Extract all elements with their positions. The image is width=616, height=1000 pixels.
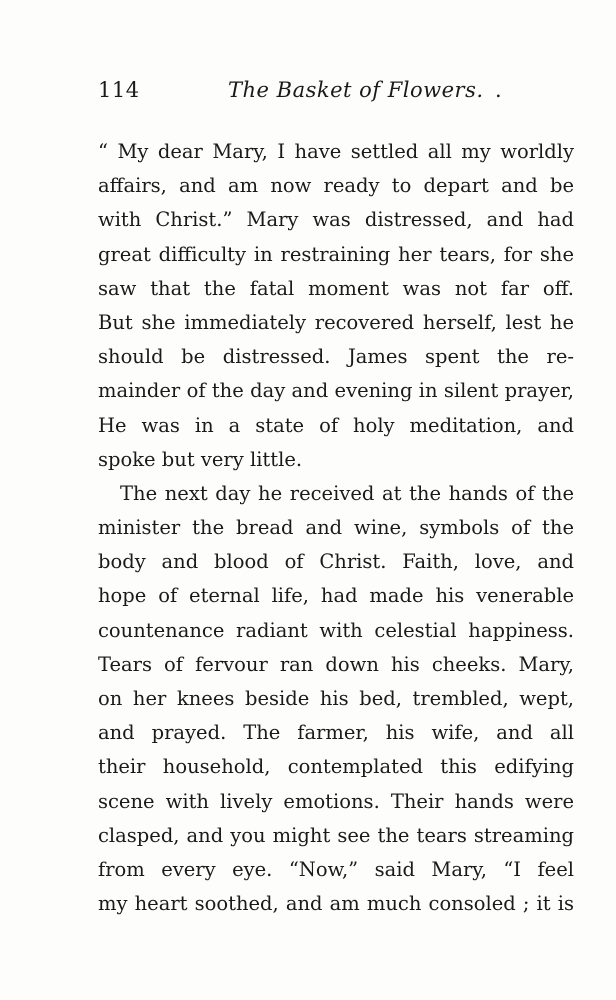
header-mark: . <box>495 78 503 102</box>
text-line: hope of eternal life, had made his venerable <box>98 584 574 608</box>
paragraph-1 <box>98 135 574 477</box>
text-line: scene with lively emotions. Their hands were <box>98 789 574 813</box>
text-line: my heart soothed, and am much consoled ; it is <box>98 892 574 916</box>
text-line: Tears of fervour ran down his cheeks. Mary, <box>98 652 574 676</box>
text-line: saw that the fatal moment was not far off. <box>98 276 574 300</box>
text-line: great difficulty in restraining her tears, for she <box>98 242 574 266</box>
text-line: body and blood of Christ. Faith, love, and <box>98 550 574 574</box>
text-line: clasped, and you might see the tears streaming <box>98 823 574 847</box>
running-header <box>98 78 508 108</box>
text-line: But she immediately recovered herself, lest he <box>98 310 574 334</box>
body-text <box>98 135 574 921</box>
text-line: minister the bread and wine, symbols of the <box>98 516 574 540</box>
text-line: on her knees beside his bed, trembled, wept, <box>98 687 574 710</box>
text-line: with Christ.” Mary was distressed, and had <box>98 208 574 232</box>
running-title: The Basket of Flowers. <box>228 78 484 102</box>
text-line: countenance radiant with celestial happiness. <box>98 618 574 642</box>
text-line: “ My dear Mary, I have settled all my worldly <box>98 140 574 163</box>
text-line: and prayed. The farmer, his wife, and all <box>98 721 574 745</box>
text-line: their household, contemplated this edifying <box>98 755 574 779</box>
text-line: The next day he received at the hands of the <box>120 481 574 505</box>
paragraph-2 <box>98 477 574 921</box>
text-line: from every eye. “Now,” said Mary, “I feel <box>98 857 574 881</box>
text-line: affairs, and am now ready to depart and be <box>98 174 574 198</box>
text-line: He was in a state of holy meditation, and <box>98 413 574 437</box>
text-line: spoke but very little. <box>98 447 303 471</box>
page-number: 114 <box>98 78 140 102</box>
text-line: should be distressed. James spent the re- <box>98 345 574 369</box>
text-line: mainder of the day and evening in silent prayer, <box>98 379 574 403</box>
